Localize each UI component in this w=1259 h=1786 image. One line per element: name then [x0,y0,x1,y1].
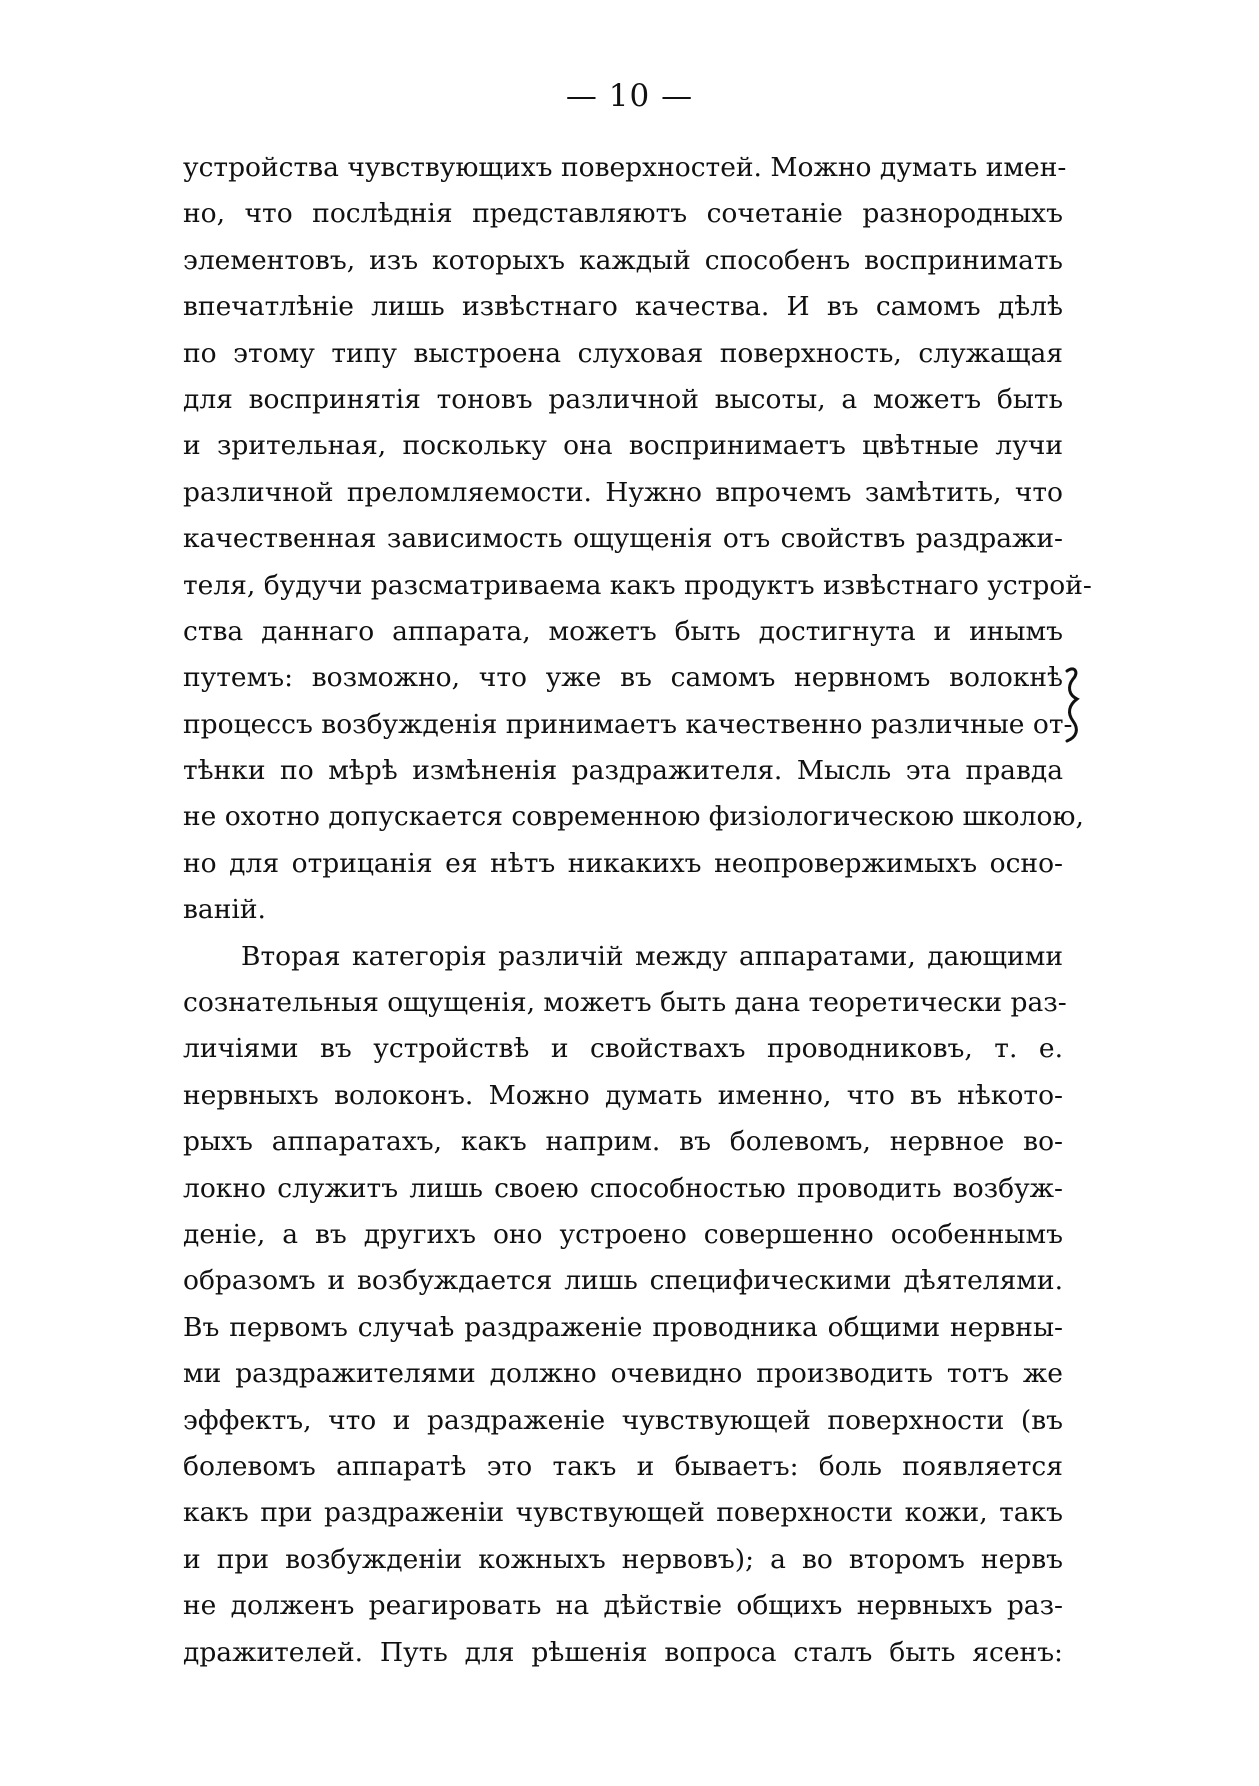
text-line: локно служитъ лишь своею способностью проводить возбуж- [183,1172,1063,1204]
paragraph-2 [183,934,1067,1676]
text-line: впечатлѣніе лишь извѣстнаго качества. И въ самомъ дѣлѣ [183,291,1063,323]
text-line: сознательныя ощущенія, можетъ быть дана теоретически раз- [183,987,1067,1019]
text-line: элементовъ, изъ которыхъ каждый способенъ воспринимать [183,244,1063,276]
text-line: ми раздражителями должно очевидно производить тотъ же [183,1358,1063,1390]
text-line: не долженъ реагировать на дѣйствіе общихъ нервныхъ раз- [183,1590,1063,1622]
text-line: личіями въ устройствѣ и свойствахъ проводниковъ, т. е. [183,1033,1063,1065]
text-line: качественная зависимость ощущенія отъ свойствъ раздражи- [183,523,1063,555]
text-line: но для отрицанія ея нѣтъ никакихъ неопровержимыхъ осно- [183,847,1063,879]
text-line: для воспринятія тоновъ различной высоты, а можетъ быть [183,383,1063,415]
text-line: Вторая категорія различій между аппаратами, дающими [241,940,1063,972]
text-line: дражителей. Путь для рѣшенія вопроса сталъ быть ясенъ: [183,1636,1063,1668]
text-line: рыхъ аппаратахъ, какъ наприм. въ болевомъ, нервное во- [183,1126,1063,1158]
text-line: процессъ возбужденія принимаетъ качественно различные от- [183,708,1073,740]
text-line: образомъ и возбуждается лишь специфическими дѣятелями. [183,1265,1063,1297]
text-line: эффектъ, что и раздраженіе чувствующей поверхности (въ [183,1404,1063,1436]
text-line: по этому типу выстроена слуховая поверхность, служащая [183,337,1063,369]
text-line: но, что послѣднія представляютъ сочетаніе разнородныхъ [183,198,1063,230]
page-number: — 10 — [565,78,694,114]
text-line: ства даннаго аппарата, можетъ быть достигнута и инымъ [183,615,1063,647]
text-line: и при возбужденіи кожныхъ нервовъ); а во второмъ нервъ [183,1543,1063,1575]
text-line: тѣнки по мѣрѣ измѣненія раздражителя. Мысль эта правда [183,755,1063,787]
paragraph-1 [183,145,1092,934]
body-text [183,145,1092,1676]
text-line: путемъ: возможно, что уже въ самомъ нервномъ волокнѣ [183,662,1063,694]
text-line: нервныхъ волоконъ. Можно думать именно, что въ нѣкото- [183,1079,1063,1111]
text-line: болевомъ аппаратѣ это такъ и бываетъ: боль появляется [183,1450,1063,1482]
text-line: и зрительная, поскольку она воспринимаетъ цвѣтные лучи [183,430,1063,462]
text-line: Въ первомъ случаѣ раздраженіе проводника общими нервны- [183,1311,1063,1343]
handwritten-margin-bracket-icon [1063,665,1085,745]
text-line: ваній. [183,894,266,926]
text-line: деніе, а въ другихъ оно устроено совершенно особеннымъ [183,1218,1063,1250]
text-line: теля, будучи разсматриваема какъ продуктъ извѣстнаго устрой- [183,569,1092,601]
text-line: различной преломляемости. Нужно впрочемъ замѣтить, что [183,476,1063,508]
text-line: не охотно допускается современною физіологическою школою, [183,801,1084,833]
text-line: устройства чувствующихъ поверхностей. Можно думать имен- [183,152,1067,183]
text-line: какъ при раздраженіи чувствующей поверхности кожи, такъ [183,1497,1063,1529]
